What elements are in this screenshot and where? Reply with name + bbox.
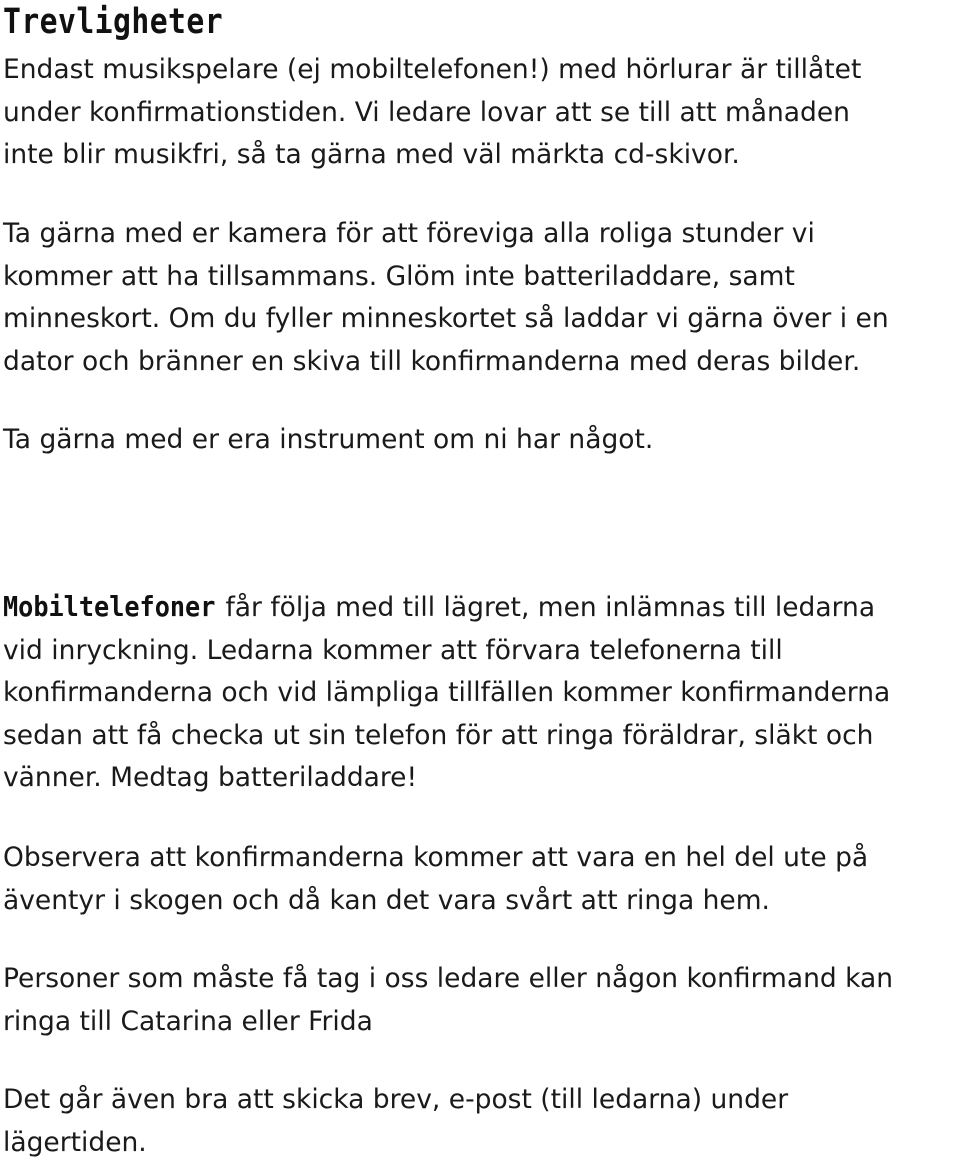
paragraph-instruments — [3, 419, 653, 462]
paragraph-line: Personer som måste få tag i oss ledare eller någon konfirmand kan — [3, 958, 893, 1001]
section-heading-trevligheter: Trevligheter — [3, 0, 223, 44]
first-line-rest: får följa med till lägret, men inlämnas till ledarna — [217, 592, 875, 623]
paragraph-line: minneskort. Om du fyller minneskortet så laddar vi gärna över i en — [3, 298, 889, 341]
paragraph-line: Observera att konfirmanderna kommer att vara en hel del ute på — [3, 837, 868, 880]
paragraph-contact — [3, 958, 893, 1043]
paragraph-mobile-phones — [3, 586, 890, 800]
paragraph-line: Det går även bra att skicka brev, e-post (till ledarna) under — [3, 1079, 788, 1122]
paragraph-letters — [3, 1079, 788, 1164]
paragraph-line: äventyr i skogen och då kan det vara svårt att ringa hem. — [3, 880, 868, 923]
paragraph-line: sedan att få checka ut sin telefon för att ringa föräldrar, släkt och — [3, 715, 890, 758]
inline-heading-mobiltelefoner: Mobiltelefoner — [3, 586, 215, 629]
paragraph-first-line — [3, 586, 890, 630]
paragraph-line: dator och bränner en skiva till konfirmanderna med deras bilder. — [3, 341, 889, 384]
paragraph-line: Endast musikspelare (ej mobiltelefonen!) med hörlurar är tillåtet — [3, 49, 861, 92]
paragraph-line: kommer att ha tillsammans. Glöm inte batteriladdare, samt — [3, 256, 889, 299]
paragraph-line: under konfirmationstiden. Vi ledare lovar att se till att månaden — [3, 92, 861, 135]
paragraph-line: inte blir musikfri, så ta gärna med väl märkta cd-skivor. — [3, 134, 861, 177]
paragraph-line: Ta gärna med er era instrument om ni har något. — [3, 419, 653, 462]
paragraph-line: vid inryckning. Ledarna kommer att förvara telefonerna till — [3, 630, 890, 673]
paragraph-line: lägertiden. — [3, 1122, 788, 1164]
paragraph-line: ringa till Catarina eller Frida — [3, 1001, 893, 1044]
paragraph-camera — [3, 213, 889, 383]
paragraph-observe — [3, 837, 868, 922]
paragraph-music-players — [3, 49, 861, 177]
paragraph-line: vänner. Medtag batteriladdare! — [3, 757, 890, 800]
paragraph-line: konfirmanderna och vid lämpliga tillfällen kommer konfirmanderna — [3, 672, 890, 715]
paragraph-line: Ta gärna med er kamera för att föreviga alla roliga stunder vi — [3, 213, 889, 256]
